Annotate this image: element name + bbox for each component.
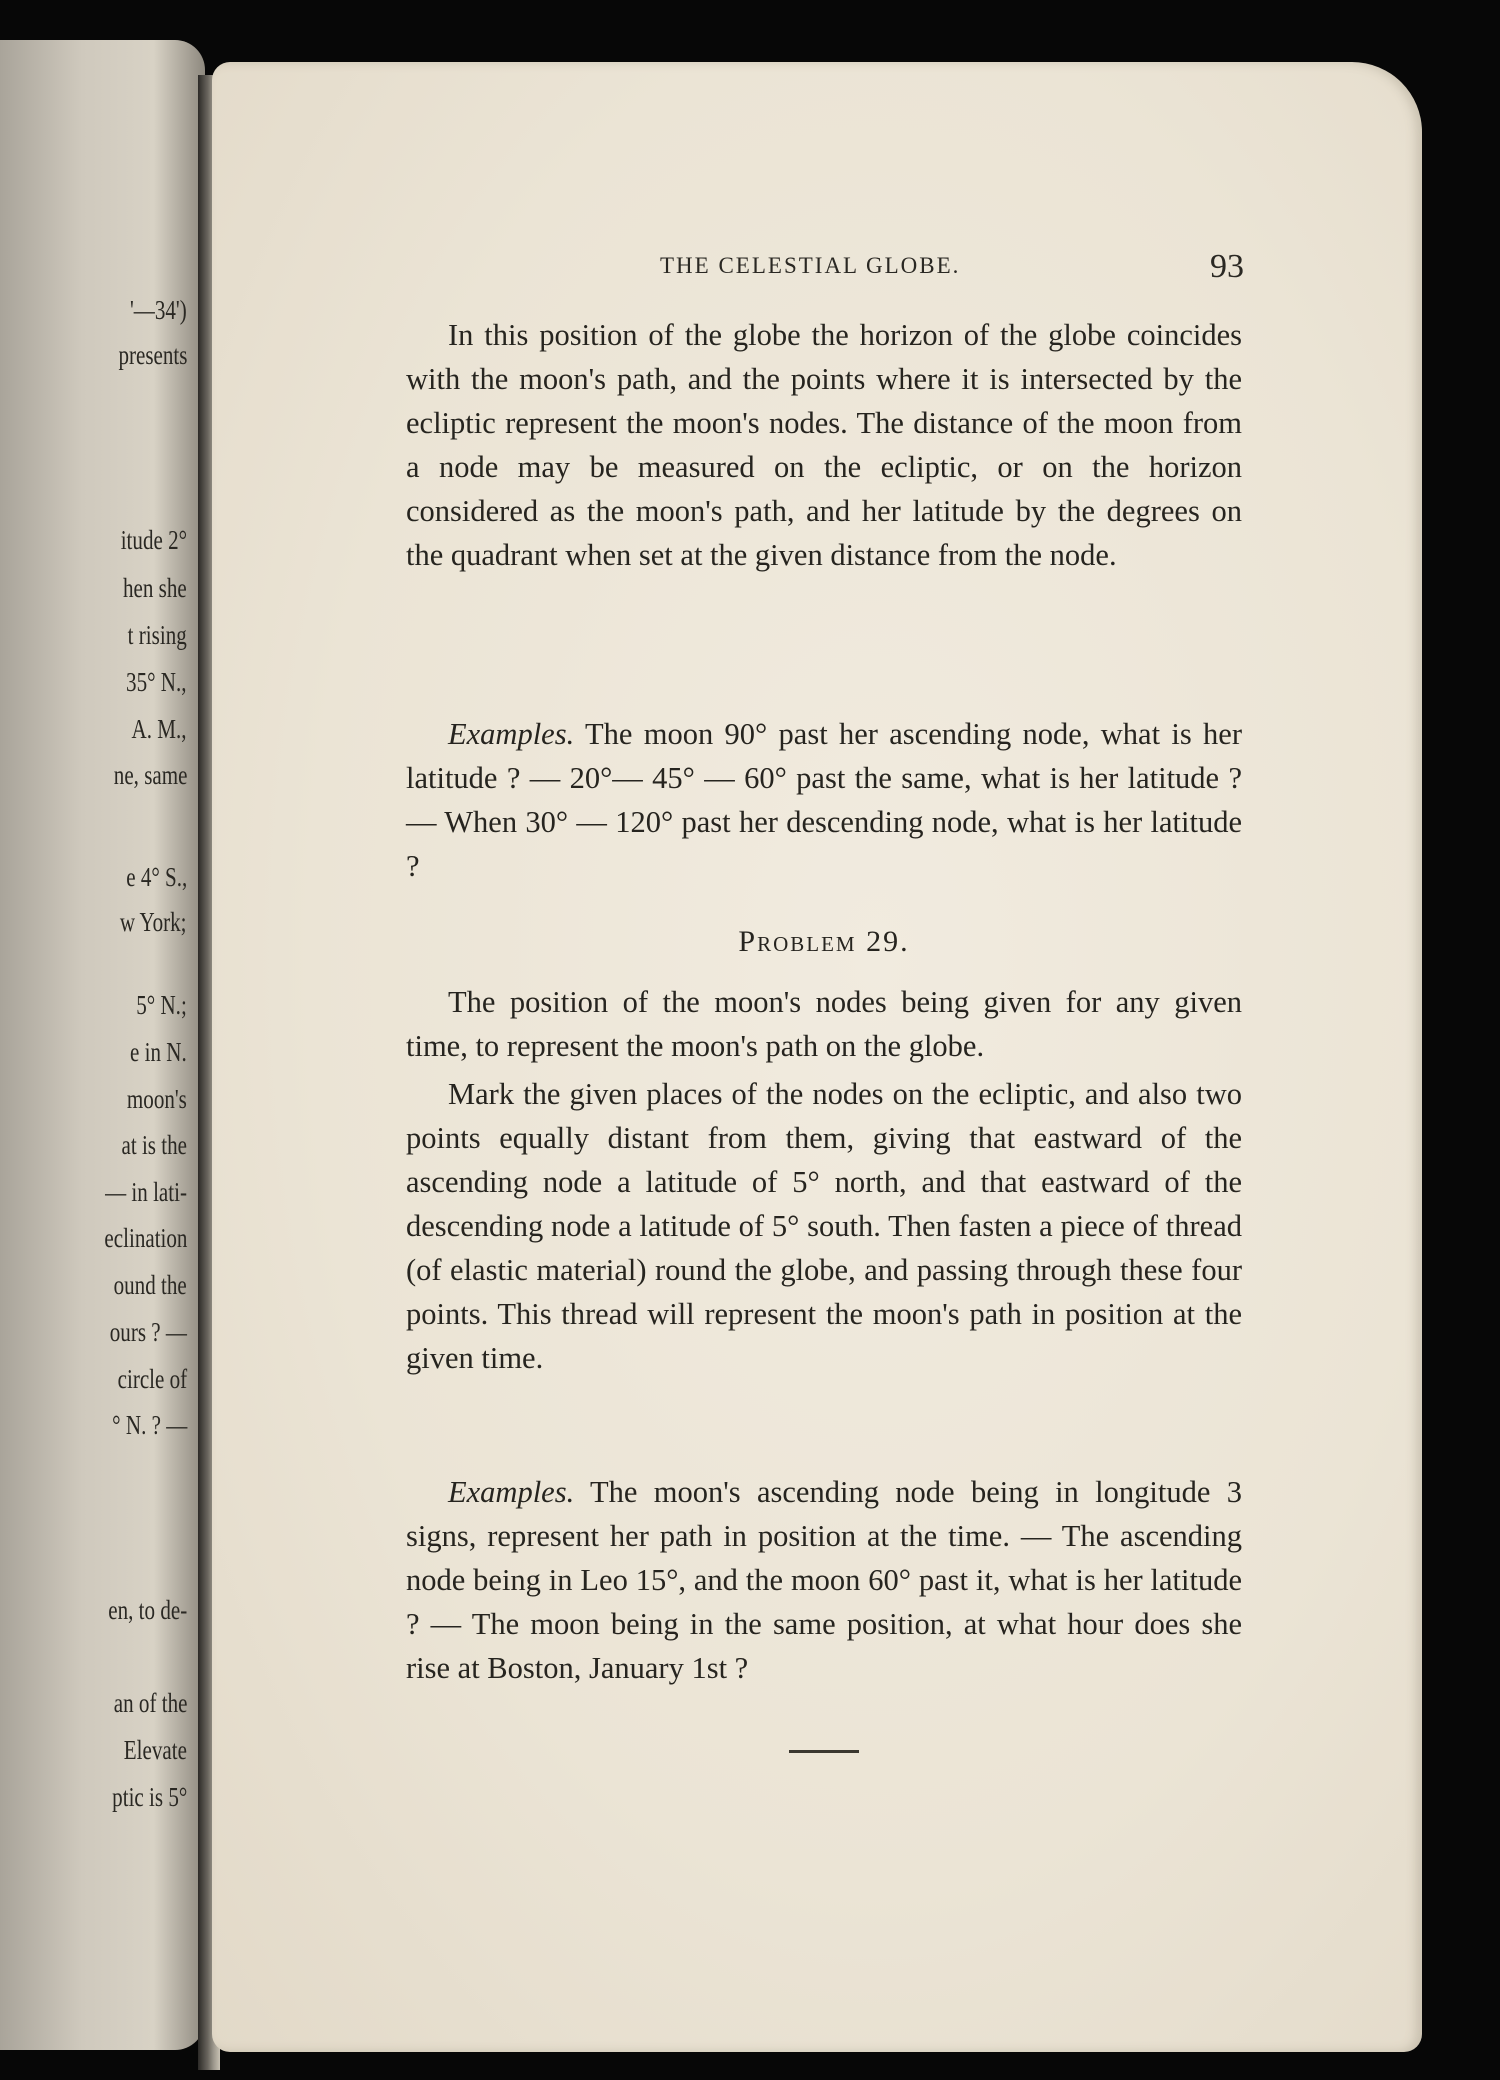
left-page-fragment: 5° N.; [136,990,187,1020]
left-page-fragment: circle of [117,1364,187,1394]
left-page-fragment: t rising [127,620,187,650]
running-header: THE CELESTIAL GLOBE. [660,253,961,278]
problem-word: Problem [738,925,857,958]
left-page-fragment: e in N. [130,1037,187,1067]
left-page-fragment: moon's [127,1084,187,1114]
left-page-fragment: presents [117,340,187,370]
left-page-edge [0,40,205,2050]
left-page-fragment: ne, same [113,760,187,790]
examples-label: Examples. [448,1475,575,1509]
left-page-fragment: itude 2° [120,525,187,555]
left-page-fragment: ° N. ? — [111,1410,187,1440]
problem-number: 29. [866,925,910,958]
problem-heading [406,925,1242,959]
left-page-fragment: an of the [113,1688,187,1718]
left-page-fragment: '—34') [130,295,187,325]
left-page-fragment: ptic is 5° [111,1782,187,1812]
left-page-fragment: e 4° S., [125,862,187,892]
paragraph-moon-path [406,313,1242,577]
left-page-fragment: hen she [123,573,187,603]
left-page-fragment: w York; [120,907,187,937]
examples-label: Examples. [448,717,575,751]
left-page-fragment: Elevate [123,1735,187,1765]
paragraph-text: In this position of the globe the horizon of the globe coincides with the moon's path, and the points where it is intersected by the ecliptic represent the moon's nodes. The distance of the moon from a node may be measured on the ecliptic, or on the horizon considered as the moon's path, and her latitude by the degrees on the quadrant when set at the given distance from the node. [406,318,1242,572]
left-page-fragment: ours ? — [109,1317,187,1347]
paragraph-mark-nodes [406,1072,1242,1380]
left-page-fragment: A. M., [131,714,187,744]
left-page-fragment: at is the [121,1130,187,1160]
examples-block-2 [406,1470,1242,1690]
paragraph-text: The position of the moon's nodes being given for any given time, to represent the moon's path on the globe. [406,985,1242,1063]
left-page-fragment: en, to de- [108,1595,187,1625]
section-divider [789,1750,859,1753]
page-number: 93 [1210,248,1244,285]
examples-text: The moon's ascending node being in longitude 3 signs, represent her path in position at the time. — The ascending node being in Leo 15°, and the moon 60° past it, what is her latitude ? — The moon being in the same position, at what hour does she rise at Boston, January 1st ? [406,1475,1242,1685]
left-page-fragment: — in lati- [105,1177,187,1207]
left-page-fragment: eclination [103,1223,187,1253]
left-page-fragment: 35° N., [126,667,187,697]
examples-text: The moon 90° past her ascending node, what is her latitude ? — 20°— 45° — 60° past the same, what is her latitude ? — When 30° — 120° past her descending node, what is her latitude ? [406,717,1242,883]
left-page-fragment: ound the [113,1270,187,1300]
problem-statement [406,980,1242,1068]
examples-block-1 [406,712,1242,888]
paragraph-text: Mark the given places of the nodes on the ecliptic, and also two points equally distant from them, giving that eastward of the ascending node a latitude of 5° north, and that eastward of the descending node a latitude of 5° south. Then fasten a piece of thread (of elastic material) round the globe, and passing through these four points. This thread will represent the moon's path in position at the given time. [406,1077,1242,1375]
